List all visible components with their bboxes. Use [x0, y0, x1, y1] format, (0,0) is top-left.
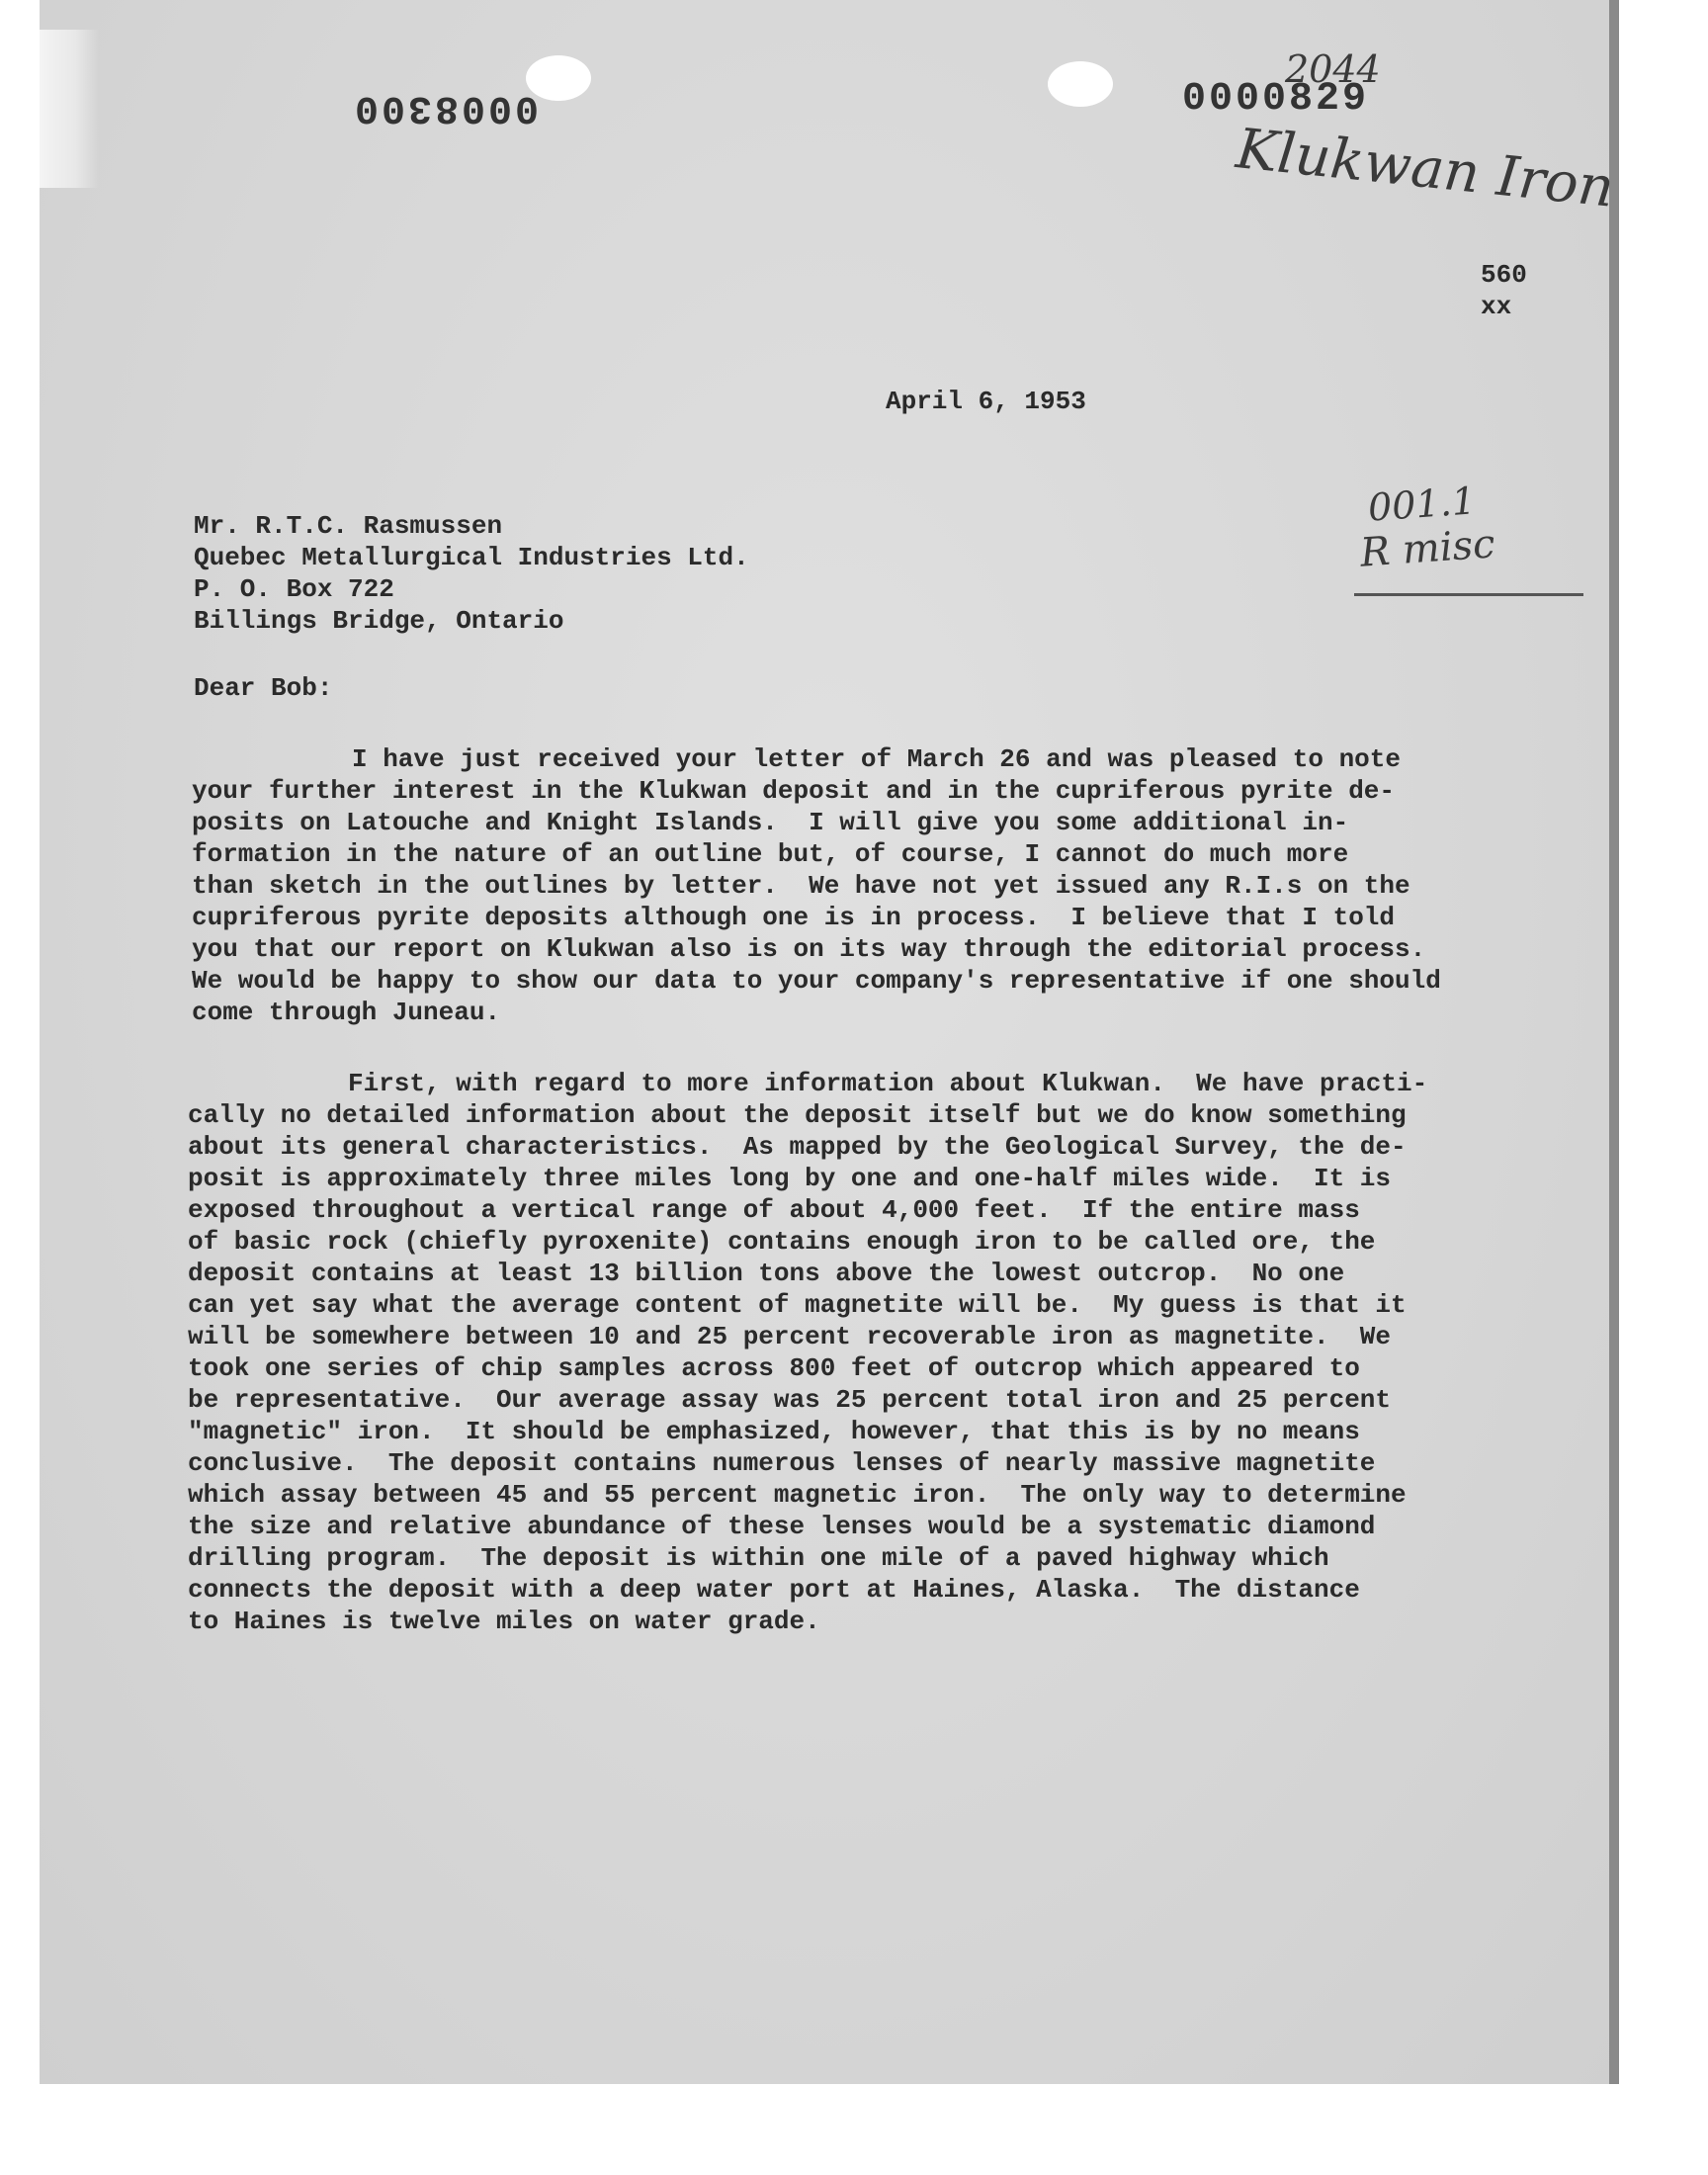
stamp-number-right: 0000829: [1182, 77, 1370, 122]
letter-date: April 6, 1953: [886, 387, 1086, 416]
paragraph-1-line: than sketch in the outlines by letter. We have not yet issued any R.I.s on the: [192, 871, 1410, 901]
paragraph-1-line: formation in the nature of an outline but, of course, I cannot do much more: [192, 839, 1349, 869]
letter-page: [40, 0, 1619, 2084]
paragraph-2-line: drilling program. The deposit is within one mile of a paved highway which: [188, 1543, 1329, 1573]
punch-hole-right: [1048, 61, 1113, 107]
handwritten-note-title: Klukwan Iron: [1233, 117, 1617, 220]
paragraph-2-line: conclusive. The deposit contains numerous lenses of nearly massive magnetite: [188, 1448, 1376, 1478]
recipient-po-box: P. O. Box 722: [194, 574, 394, 604]
recipient-name: Mr. R.T.C. Rasmussen: [194, 511, 503, 541]
paragraph-1-line: I have just received your letter of March 26 and was pleased to note: [352, 744, 1401, 774]
paragraph-1-line: posits on Latouche and Knight Islands. I will give you some additional in-: [192, 808, 1349, 837]
handwritten-file-initials: R misc: [1358, 521, 1496, 576]
paragraph-2-line: took one series of chip samples across 800 feet of outcrop which appeared to: [188, 1353, 1360, 1383]
paragraph-2-line: cally no detailed information about the deposit itself but we do know something: [188, 1100, 1407, 1130]
stamp-number-left: 0008300: [352, 85, 540, 130]
handwritten-underline: [1354, 593, 1583, 596]
handwritten-file-code: 001.1: [1366, 478, 1478, 530]
corner-mark: xx: [1481, 292, 1512, 321]
paragraph-2-line: can yet say what the average content of magnetite will be. My guess is that it: [188, 1290, 1407, 1320]
paragraph-1-line: your further interest in the Klukwan deposit and in the cupriferous pyrite de-: [192, 776, 1395, 806]
paragraph-2-line: "magnetic" iron. It should be emphasized, however, that this is by no means: [188, 1417, 1360, 1446]
recipient-company: Quebec Metallurgical Industries Ltd.: [194, 543, 749, 572]
paragraph-2-line: will be somewhere between 10 and 25 percent recoverable iron as magnetite. We: [188, 1322, 1391, 1351]
paragraph-1-line: you that our report on Klukwan also is on its way through the editorial process.: [192, 934, 1426, 964]
handwritten-note-number: 2044: [1285, 47, 1381, 91]
corner-code: 560: [1481, 260, 1527, 290]
page-edge-shadow: [1609, 0, 1619, 2084]
paragraph-2-line: First, with regard to more information about Klukwan. We have practi-: [348, 1069, 1428, 1098]
paragraph-2-line: the size and relative abundance of these lenses would be a systematic diamond: [188, 1512, 1376, 1541]
paragraph-2-line: be representative. Our average assay was 25 percent total iron and 25 percent: [188, 1385, 1391, 1415]
paragraph-2-line: about its general characteristics. As mapped by the Geological Survey, the de-: [188, 1132, 1407, 1162]
paragraph-2-line: to Haines is twelve miles on water grade.: [188, 1607, 820, 1636]
paragraph-2-line: deposit contains at least 13 billion tons above the lowest outcrop. No one: [188, 1259, 1345, 1288]
torn-corner: [40, 30, 99, 188]
paragraph-2-line: posit is approximately three miles long by one and one-half miles wide. It is: [188, 1164, 1391, 1193]
paragraph-2-line: of basic rock (chiefly pyroxenite) contains enough iron to be called ore, the: [188, 1227, 1376, 1257]
salutation: Dear Bob:: [194, 673, 333, 703]
recipient-city: Billings Bridge, Ontario: [194, 606, 564, 636]
paragraph-2-line: exposed throughout a vertical range of about 4,000 feet. If the entire mass: [188, 1195, 1360, 1225]
paragraph-2-line: connects the deposit with a deep water port at Haines, Alaska. The distance: [188, 1575, 1360, 1605]
paragraph-1-line: come through Juneau.: [192, 998, 501, 1027]
paragraph-1-line: cupriferous pyrite deposits although one is in process. I believe that I told: [192, 903, 1395, 932]
paragraph-1-line: We would be happy to show our data to your company's representative if one should: [192, 966, 1441, 996]
paragraph-2-line: which assay between 45 and 55 percent magnetic iron. The only way to determine: [188, 1480, 1407, 1510]
